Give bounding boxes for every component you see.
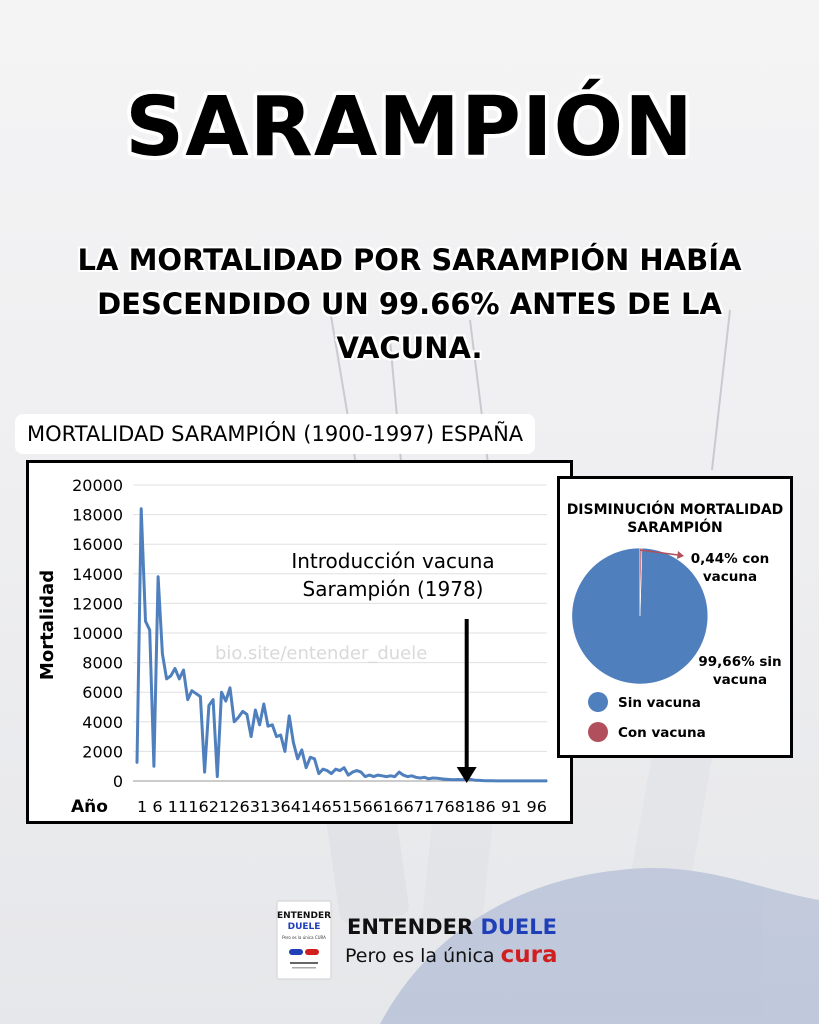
data-point <box>293 742 295 744</box>
small-slice-leader-arrowhead <box>677 551 684 559</box>
data-point <box>364 776 366 778</box>
data-point <box>512 780 514 782</box>
y-tick-label: 4000 <box>82 712 123 732</box>
book-cover-logo <box>276 900 332 980</box>
data-point <box>162 653 164 655</box>
mortality-pie-chart <box>560 479 790 755</box>
data-point <box>250 736 252 738</box>
watermark: bio.site/entender_duele <box>215 643 428 664</box>
data-point <box>483 780 485 782</box>
legend-label-sin-vacuna: Sin vacuna <box>618 695 701 711</box>
data-point <box>487 780 489 782</box>
data-point <box>170 675 172 677</box>
y-tick-label: 0 <box>112 772 123 791</box>
data-point <box>140 508 142 510</box>
data-point <box>474 780 476 782</box>
data-point <box>280 734 282 736</box>
data-point <box>491 780 493 782</box>
data-point <box>263 703 265 705</box>
data-point <box>183 669 185 671</box>
y-tick-label: 14000 <box>72 564 123 584</box>
data-point <box>381 775 383 777</box>
legend-label-con-vacuna: Con vacuna <box>618 725 706 741</box>
annotation-line-1: Introducción vacuna <box>291 549 495 573</box>
tagline-part-2: cura <box>500 942 558 968</box>
data-point <box>187 699 189 701</box>
x-axis-label: Año <box>71 797 108 817</box>
headline-line-3: VACUNA. <box>336 331 483 365</box>
data-point <box>221 691 223 693</box>
book-title-line-2: DUELE <box>287 922 321 932</box>
data-point <box>284 751 286 753</box>
data-point <box>441 778 443 780</box>
page-title: SARAMPIÓN <box>125 80 694 175</box>
pie-title-line-2: SARAMPIÓN <box>627 520 723 536</box>
line-chart-panel <box>26 460 573 824</box>
pie-label-main-line-1: 99,66% sin <box>698 654 782 670</box>
data-point <box>195 693 197 695</box>
data-point <box>525 780 527 782</box>
data-point <box>504 780 506 782</box>
y-tick-labels <box>72 476 123 791</box>
data-point <box>521 780 523 782</box>
data-point <box>398 771 400 773</box>
data-point <box>331 773 333 775</box>
brand-name-part-1: ENTENDER <box>347 915 474 939</box>
data-point <box>377 774 379 776</box>
y-tick-label: 16000 <box>72 535 123 555</box>
data-point <box>297 758 299 760</box>
data-point <box>288 715 290 717</box>
data-point <box>310 757 312 759</box>
data-point <box>204 771 206 773</box>
headline-line-2: DESCENDIDO UN 99.66% ANTES DE LA <box>97 287 722 321</box>
data-point <box>326 770 328 772</box>
data-point <box>145 620 147 622</box>
data-point <box>479 780 481 782</box>
data-point <box>157 576 159 578</box>
data-point <box>208 705 210 707</box>
legend-marker-con-vacuna <box>588 722 608 742</box>
y-tick-label: 18000 <box>72 505 123 525</box>
data-point <box>233 721 235 723</box>
data-point <box>225 700 227 702</box>
data-point <box>314 758 316 760</box>
data-point <box>217 776 219 778</box>
headline-text <box>50 238 769 370</box>
chart-label: MORTALIDAD SARAMPIÓN (1900-1997) ESPAÑA <box>15 414 535 454</box>
data-point <box>508 780 510 782</box>
data-point <box>360 771 362 773</box>
data-point <box>432 777 434 779</box>
data-point <box>305 767 307 769</box>
legend-marker-sin-vacuna <box>588 692 608 712</box>
data-point <box>191 690 193 692</box>
y-tick-label: 12000 <box>72 594 123 614</box>
pie-label-small-line-1: 0,44% con <box>690 551 770 567</box>
data-point <box>259 724 261 726</box>
data-point <box>335 768 337 770</box>
pie-chart-card <box>557 476 793 758</box>
book-subtitle: Pero es la única CURA <box>282 935 326 940</box>
data-point <box>149 629 151 631</box>
data-point <box>411 775 413 777</box>
brand-name-part-2: DUELE <box>480 915 557 939</box>
data-point <box>546 780 548 782</box>
y-tick-label: 20000 <box>72 476 123 495</box>
data-point <box>534 780 536 782</box>
data-point <box>369 774 371 776</box>
data-point <box>212 699 214 701</box>
data-point <box>166 678 168 680</box>
data-point <box>255 709 257 711</box>
data-point <box>407 776 409 778</box>
data-point <box>153 765 155 767</box>
data-point <box>267 725 269 727</box>
data-point <box>386 776 388 778</box>
mortality-line-chart <box>29 463 570 821</box>
y-tick-label: 10000 <box>72 624 123 643</box>
data-point <box>424 777 426 779</box>
tagline-part-1: Pero es la única <box>345 945 495 967</box>
data-point <box>496 780 498 782</box>
data-point <box>352 771 354 773</box>
data-point <box>428 778 430 780</box>
data-point <box>419 777 421 779</box>
y-tick-label: 2000 <box>82 742 123 762</box>
data-point <box>403 774 405 776</box>
pie-label-main-line-2: vacuna <box>712 672 768 688</box>
data-point <box>415 777 417 779</box>
data-point <box>436 778 438 780</box>
data-point <box>356 770 358 772</box>
data-point <box>301 749 303 751</box>
data-point <box>343 767 345 769</box>
data-point <box>500 780 502 782</box>
data-point <box>174 668 176 670</box>
data-point <box>529 780 531 782</box>
data-point <box>517 780 519 782</box>
brand-name <box>347 915 557 939</box>
data-point <box>136 762 138 764</box>
headline-line-1: LA MORTALIDAD POR SARAMPIÓN HABÍA <box>77 243 742 277</box>
annotation-line-2: Sarampión (1978) <box>302 577 484 601</box>
data-point <box>394 776 396 778</box>
pie-label-small-line-2: vacuna <box>702 569 758 585</box>
brand-tagline <box>345 942 558 968</box>
data-point <box>242 711 244 713</box>
data-point <box>538 780 540 782</box>
data-point <box>373 776 375 778</box>
data-point <box>200 696 202 698</box>
y-tick-label: 8000 <box>82 653 123 673</box>
data-point <box>246 714 248 716</box>
x-tick-labels: 1 6 11162126313641465156616671768186 91 96 <box>137 798 547 816</box>
data-point <box>272 724 274 726</box>
data-point <box>445 778 447 780</box>
data-point <box>229 687 231 689</box>
data-point <box>470 779 472 781</box>
book-title-line-1: ENTENDER <box>276 911 332 921</box>
data-point <box>322 768 324 770</box>
data-point <box>449 779 451 781</box>
data-point <box>276 736 278 738</box>
data-point <box>542 780 544 782</box>
data-point <box>318 773 320 775</box>
data-point <box>457 779 459 781</box>
data-point <box>462 779 464 781</box>
data-point <box>348 774 350 776</box>
data-point <box>390 775 392 777</box>
data-point <box>339 770 341 772</box>
y-tick-label: 6000 <box>82 683 123 703</box>
pie-title-line-1: DISMINUCIÓN MORTALIDAD <box>566 502 784 518</box>
data-point <box>238 717 240 719</box>
y-axis-label: Mortalidad <box>37 569 58 681</box>
data-point <box>453 779 455 781</box>
y-gridlines <box>133 485 547 781</box>
data-point <box>179 678 181 680</box>
